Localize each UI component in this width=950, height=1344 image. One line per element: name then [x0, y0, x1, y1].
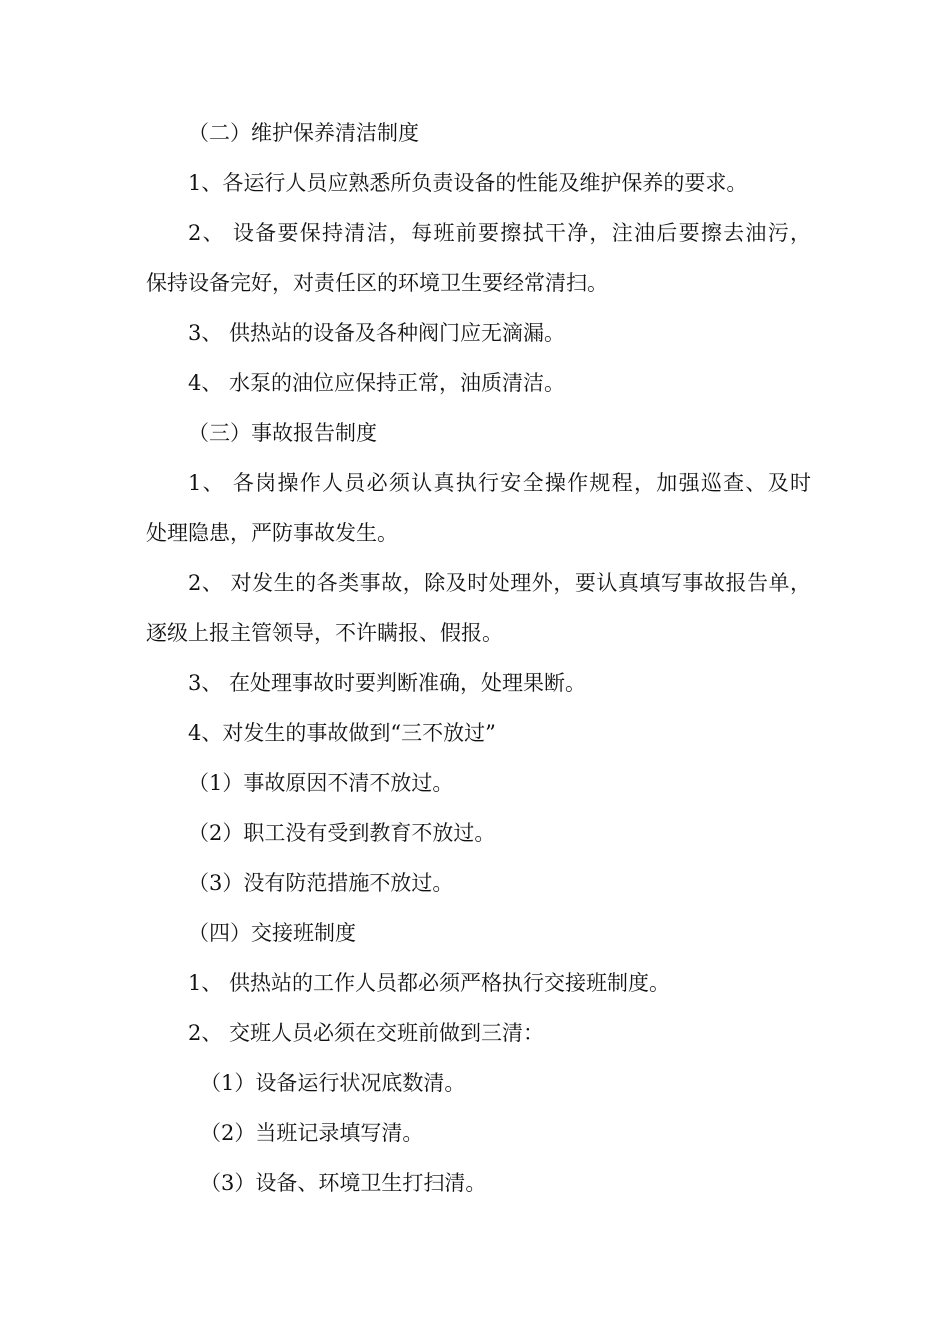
paragraph-line: 3、 供热站的设备及各种阀门应无滴漏。: [188, 321, 566, 345]
paragraph-line: 1、各运行人员应熟悉所负责设备的性能及维护保养的要求。: [188, 171, 748, 195]
paragraph-line: 1、 供热站的工作人员都必须严格执行交接班制度。: [188, 971, 671, 995]
section-heading-shift-handover: （四）交接班制度: [188, 921, 356, 945]
document-body: [146, 108, 811, 1208]
list-item: （2）当班记录填写清。: [200, 1121, 424, 1145]
section-heading-maintenance: （二）维护保养清洁制度: [188, 121, 419, 145]
list-item: （1）事故原因不清不放过。: [188, 771, 454, 795]
paragraph-line: 3、 在处理事故时要判断准确，处理果断。: [188, 671, 587, 695]
paragraph-line: 1、 各岗操作人员必须认真执行安全操作规程，加强巡查、及时: [188, 471, 811, 495]
list-item: （1）设备运行状况底数清。: [200, 1071, 466, 1095]
paragraph-line: 4、对发生的事故做到“三不放过”: [188, 721, 496, 745]
list-item: （3）没有防范措施不放过。: [188, 871, 454, 895]
list-item: （3）设备、环境卫生打扫清。: [200, 1171, 487, 1195]
list-item: （2）职工没有受到教育不放过。: [188, 821, 496, 845]
paragraph-line: 保持设备完好，对责任区的环境卫生要经常清扫。: [146, 271, 608, 295]
paragraph-line: 4、 水泵的油位应保持正常，油质清洁。: [188, 371, 566, 395]
section-heading-accident-report: （三）事故报告制度: [188, 421, 377, 445]
paragraph-line: 处理隐患，严防事故发生。: [146, 521, 398, 545]
paragraph-line: 2、 对发生的各类事故，除及时处理外，要认真填写事故报告单，: [188, 571, 811, 595]
paragraph-line: 逐级上报主管领导，不许瞒报、假报。: [146, 621, 503, 645]
paragraph-line: 2、 交班人员必须在交班前做到三清：: [188, 1021, 545, 1045]
paragraph-line: 2、 设备要保持清洁，每班前要擦拭干净，注油后要擦去油污，: [188, 221, 811, 245]
